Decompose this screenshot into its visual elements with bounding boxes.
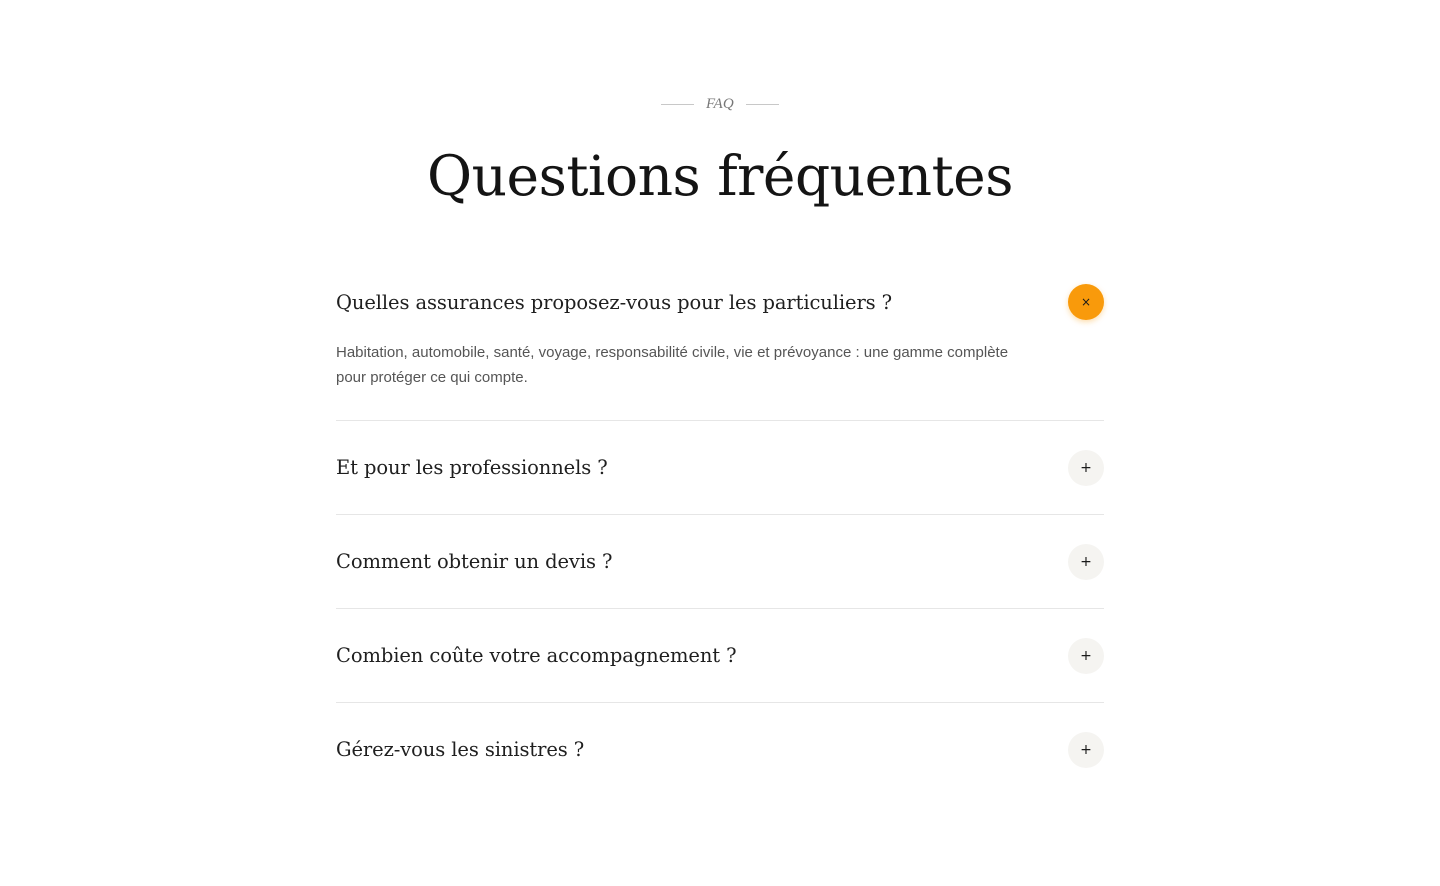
faq-item-professionnels bbox=[336, 421, 1104, 515]
page-title: Questions fréquentes bbox=[427, 144, 1013, 208]
plus-icon[interactable]: + bbox=[1068, 544, 1104, 580]
faq-item-sinistres bbox=[336, 703, 1104, 796]
faq-question: Combien coûte votre accompagnement ? bbox=[336, 644, 737, 667]
faq-question-row[interactable] bbox=[336, 266, 1104, 338]
eyebrow-line-right bbox=[746, 104, 779, 105]
eyebrow-label: FAQ bbox=[705, 96, 735, 112]
faq-question-row[interactable] bbox=[336, 421, 1104, 514]
close-icon[interactable]: × bbox=[1068, 284, 1104, 320]
faq-question: Quelles assurances proposez-vous pour les particuliers ? bbox=[336, 290, 893, 314]
faq-question-row[interactable] bbox=[336, 515, 1104, 608]
faq-question: Gérez-vous les sinistres ? bbox=[336, 738, 585, 761]
plus-icon[interactable]: + bbox=[1068, 638, 1104, 674]
faq-item-particuliers bbox=[336, 266, 1104, 421]
plus-icon[interactable]: + bbox=[1068, 732, 1104, 768]
faq-question: Et pour les professionnels ? bbox=[336, 456, 608, 479]
faq-item-devis bbox=[336, 515, 1104, 609]
plus-icon[interactable]: + bbox=[1068, 450, 1104, 486]
faq-item-cout bbox=[336, 609, 1104, 703]
eyebrow-line-left bbox=[661, 104, 694, 105]
faq-question-row[interactable] bbox=[336, 609, 1104, 702]
faq-eyebrow bbox=[0, 96, 1440, 113]
faq-question-row[interactable] bbox=[336, 703, 1104, 796]
faq-question: Comment obtenir un devis ? bbox=[336, 550, 613, 573]
faq-list bbox=[336, 266, 1104, 796]
faq-answer: Habitation, automobile, santé, voyage, responsabilité civile, vie et prévoyance : une gamme complète pour protéger ce qui compte. bbox=[336, 344, 1009, 386]
